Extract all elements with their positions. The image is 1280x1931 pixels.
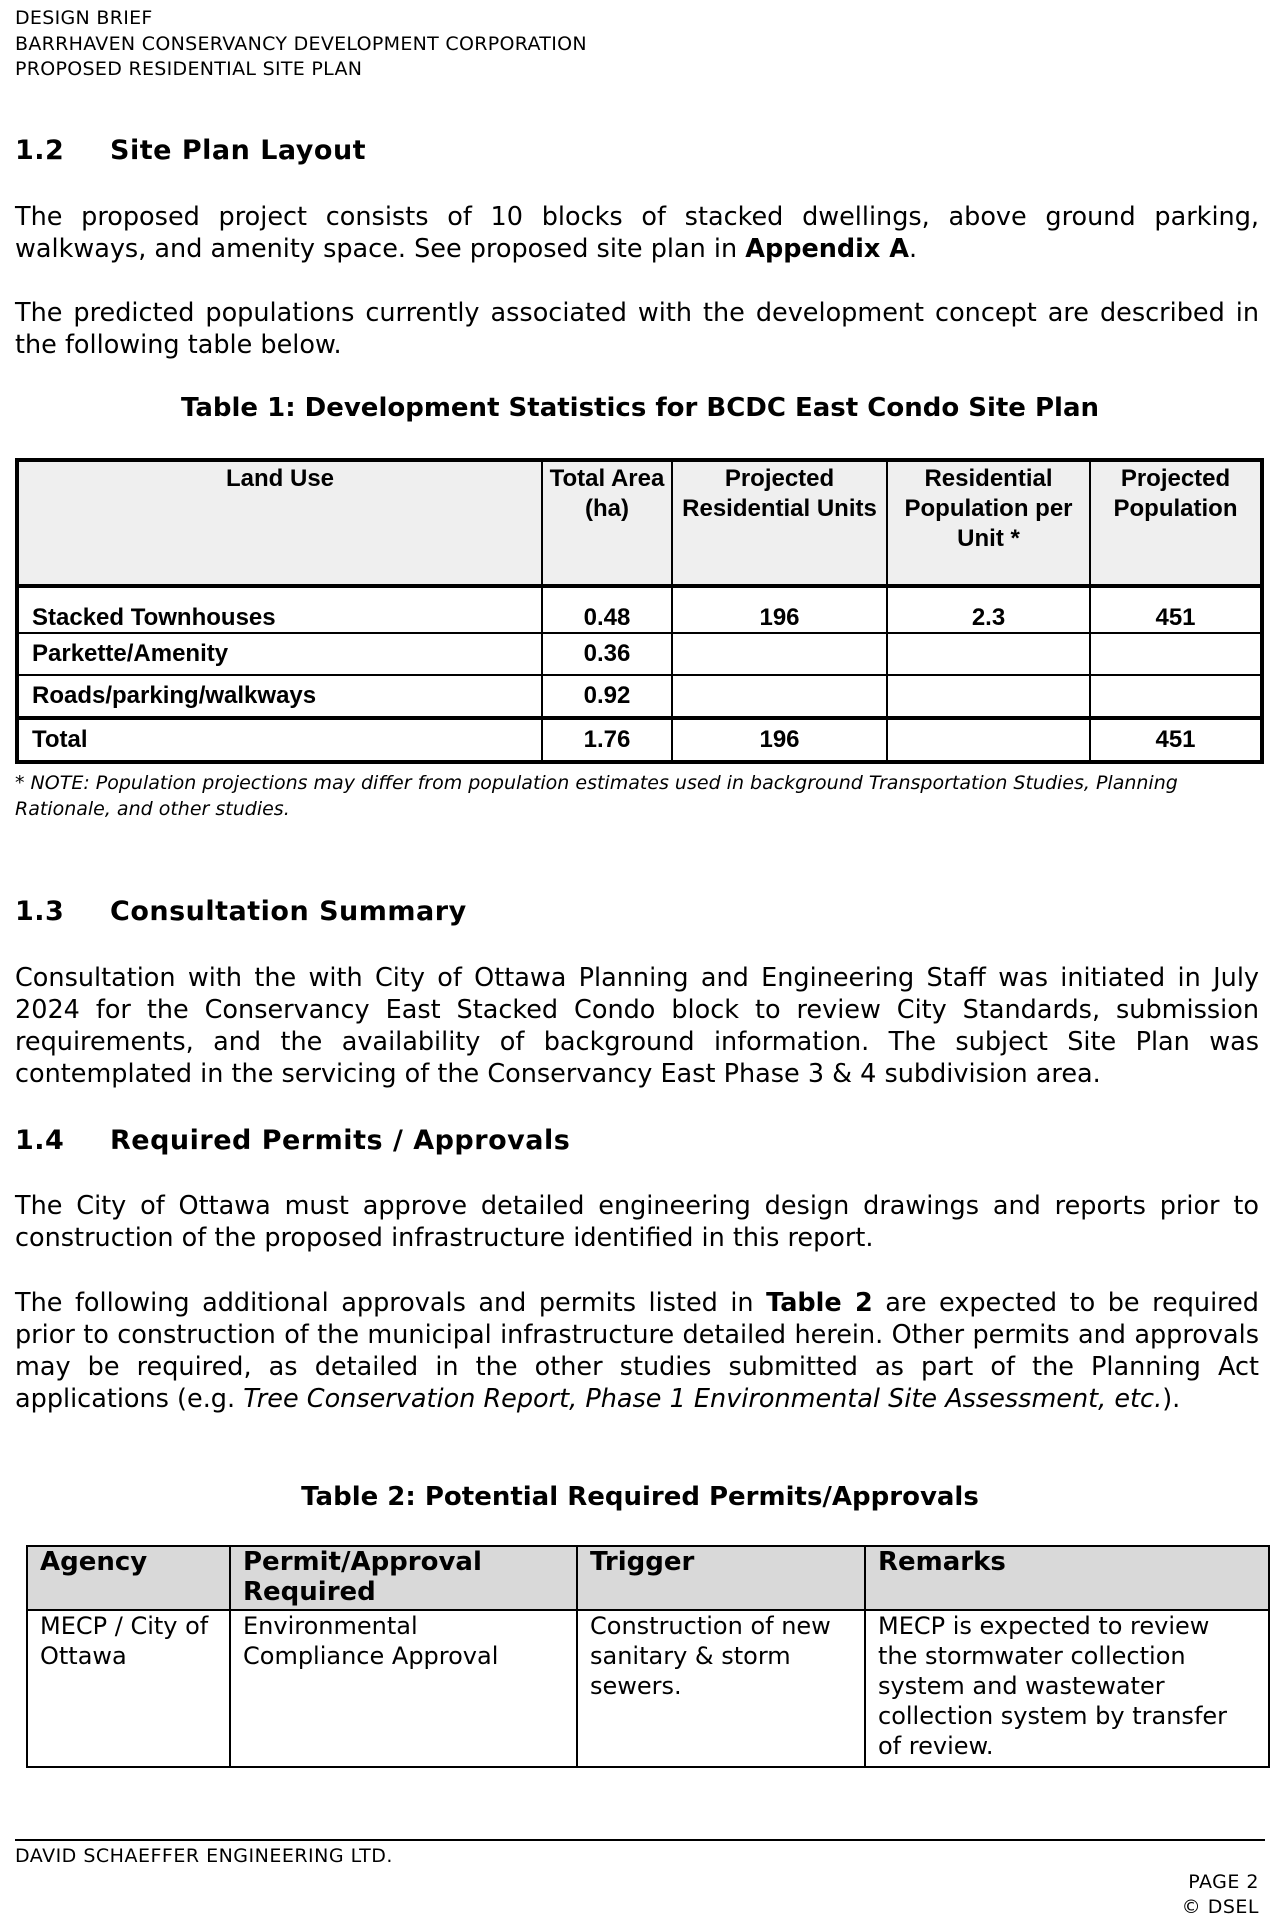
table-2-header-row <box>27 1546 1269 1610</box>
cell-area: 0.92 <box>542 675 672 718</box>
document-header <box>15 6 587 83</box>
cell-ppu <box>887 633 1090 675</box>
s12-paragraph-1 <box>15 201 1259 265</box>
col-header-pop-per-unit: Residential Population per Unit * <box>887 460 1090 586</box>
table-2 <box>26 1545 1270 1768</box>
s14-p2-end: ). <box>1162 1384 1181 1414</box>
cell-total-area: 1.76 <box>542 718 672 762</box>
cell-units <box>672 633 887 675</box>
cell-agency: MECP / City of Ottawa <box>27 1610 230 1767</box>
section-number: 1.4 <box>15 1125 65 1156</box>
page-number: PAGE 2 <box>1188 1871 1259 1893</box>
cell-land-use: Roads/parking/walkways <box>17 675 542 718</box>
table-2-caption: Table 2: Potential Required Permits/Approvals <box>301 1482 979 1512</box>
cell-area: 0.48 <box>542 586 672 633</box>
s12-paragraph-2: The predicted populations currently associated with the development concept are described in the following table below. <box>15 298 1259 360</box>
table-1-header-row <box>17 460 1262 586</box>
cell-permit: Environmental Compliance Approval <box>230 1610 577 1767</box>
table-row <box>17 586 1262 633</box>
section-1-2-heading <box>15 135 366 166</box>
col-header-permit: Permit/Approval Required <box>230 1546 577 1610</box>
cell-ppu <box>887 675 1090 718</box>
s13-paragraph-1: Consultation with the with City of Ottawa Planning and Engineering Staff was initiated in July 2024 for the Conservancy East Stacked Condo block to review City Standards, submission requirements, and the availability of background information. The subject Site Plan was contemplated in the servicing of the Conservancy East Phase 3 & 4 subdivision area. <box>15 963 1259 1089</box>
col-header-remarks: Remarks <box>865 1546 1269 1610</box>
cell-total-label: Total <box>17 718 542 762</box>
col-header-land-use: Land Use <box>17 460 542 586</box>
section-1-3-heading <box>15 896 467 927</box>
s12-p1-text: The proposed project consists of 10 blocks of stacked dwellings, above ground parking, walkways, and amenity space. See proposed site plan in <box>15 202 1259 264</box>
footer-divider <box>15 1839 1265 1841</box>
header-line-1: DESIGN BRIEF <box>15 7 153 29</box>
cell-trigger: Construction of new sanitary & storm sewers. <box>577 1610 865 1767</box>
section-title: Consultation Summary <box>110 896 467 927</box>
cell-total-ppu <box>887 718 1090 762</box>
section-title: Site Plan Layout <box>110 135 367 166</box>
cell-area: 0.36 <box>542 633 672 675</box>
table-row <box>27 1610 1269 1767</box>
section-number: 1.2 <box>15 135 65 166</box>
table-2-ref: Table 2 <box>766 1288 873 1318</box>
table-1 <box>15 458 1264 764</box>
table-row <box>17 675 1262 718</box>
s14-paragraph-2 <box>15 1287 1259 1415</box>
section-1-4-heading <box>15 1125 570 1156</box>
cell-units <box>672 675 887 718</box>
cell-units: 196 <box>672 586 887 633</box>
table-row <box>17 633 1262 675</box>
section-title: Required Permits / Approvals <box>110 1125 571 1156</box>
s14-paragraph-1: The City of Ottawa must approve detailed engineering design drawings and reports prior to construction of the proposed infrastructure identified in this report. <box>15 1191 1259 1253</box>
col-header-projected-population: Projected Population <box>1090 460 1262 586</box>
col-header-projected-units: Projected Residential Units <box>672 460 887 586</box>
s12-p1-end: . <box>908 234 918 264</box>
col-header-trigger: Trigger <box>577 1546 865 1610</box>
cell-ppu: 2.3 <box>887 586 1090 633</box>
cell-pop <box>1090 633 1262 675</box>
s14-p2-text: The following additional approvals and permits listed in <box>15 1288 767 1318</box>
s14-p2-italic: Tree Conservation Report, Phase 1 Environmental Site Assessment, etc. <box>243 1384 1163 1414</box>
cell-total-units: 196 <box>672 718 887 762</box>
col-header-total-area: Total Area (ha) <box>542 460 672 586</box>
col-header-agency: Agency <box>27 1546 230 1610</box>
cell-pop: 451 <box>1090 586 1262 633</box>
table-total-row <box>17 718 1262 762</box>
cell-total-pop: 451 <box>1090 718 1262 762</box>
cell-land-use: Stacked Townhouses <box>17 586 542 633</box>
table-1-note: * NOTE: Population projections may differ from population estimates used in background Transportation Studies, Planning Rationale, and other studies. <box>15 772 1178 820</box>
cell-pop <box>1090 675 1262 718</box>
cell-remarks: MECP is expected to review the stormwater collection system and wastewater collection system by transfer of review. <box>865 1610 1269 1767</box>
header-line-3: PROPOSED RESIDENTIAL SITE PLAN <box>15 58 363 80</box>
footer-company: DAVID SCHAEFFER ENGINEERING LTD. <box>15 1845 393 1867</box>
appendix-a-ref: Appendix A <box>745 234 909 264</box>
section-number: 1.3 <box>15 896 65 927</box>
cell-land-use: Parkette/Amenity <box>17 633 542 675</box>
s14-p2-text-2: are expected to be required prior to construction of the municipal infrastructure detailed herein. Other permits and approvals may be required, as detailed in the other studies submitted as part of the Planning Act applications (e.g. <box>15 1288 1259 1414</box>
page-number-block <box>1182 1870 1259 1920</box>
copyright: © DSEL <box>1181 1896 1259 1918</box>
header-line-2: BARRHAVEN CONSERVANCY DEVELOPMENT CORPORATION <box>15 32 587 55</box>
table-1-caption: Table 1: Development Statistics for BCDC East Condo Site Plan <box>180 393 1100 423</box>
